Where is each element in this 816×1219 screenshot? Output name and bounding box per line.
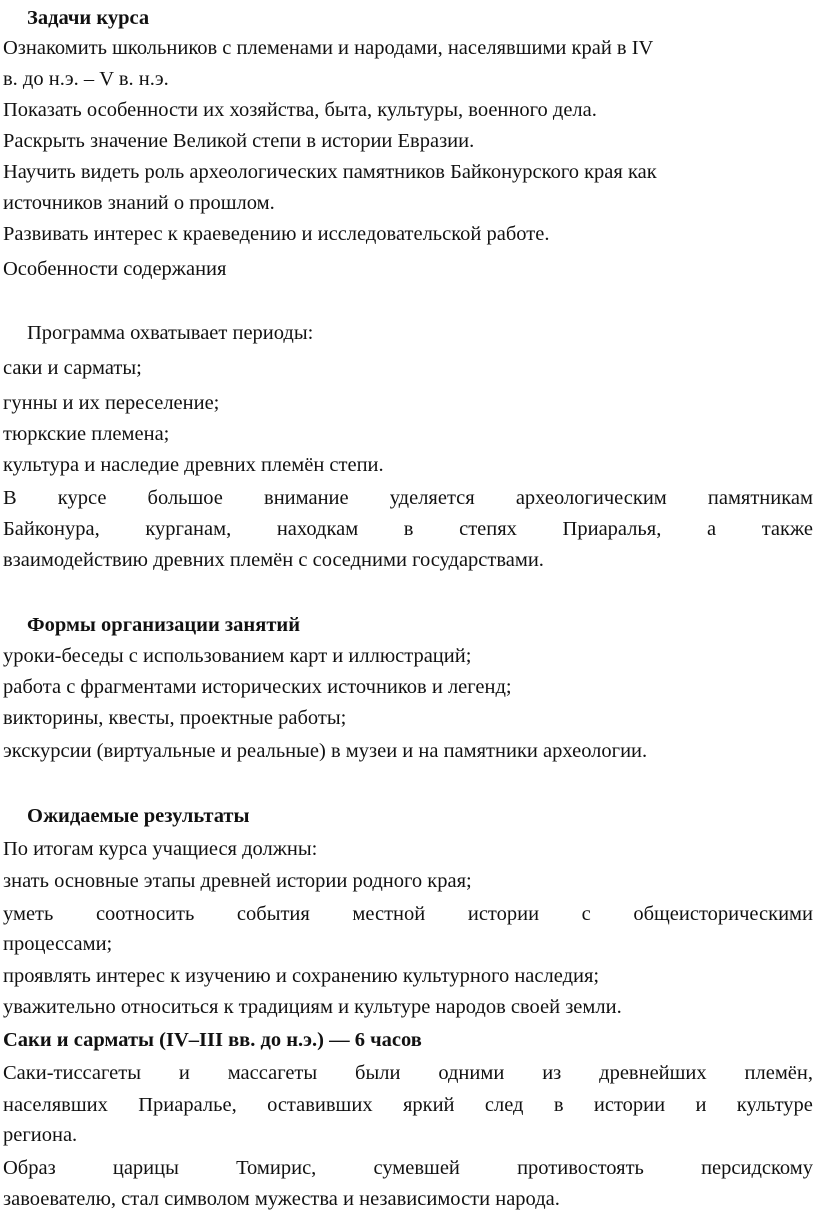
word: В xyxy=(3,487,17,509)
word: курсе xyxy=(57,487,107,509)
word: истории xyxy=(593,1094,666,1116)
word: археологическим xyxy=(515,487,667,509)
word: сумевшей xyxy=(373,1157,460,1179)
forms-item: викторины, квесты, проектные работы; xyxy=(3,707,347,729)
word: Байконура, xyxy=(3,518,100,540)
results-item-2-last: процессами; xyxy=(3,933,113,955)
content-heading: Особенности содержания xyxy=(3,258,227,280)
word: царицы xyxy=(112,1157,179,1179)
tasks-item: в. до н.э. – V в. н.э. xyxy=(3,68,169,90)
content-paragraph-last: взаимодействию древних племён с соседними государствами. xyxy=(3,549,544,571)
word: персидскому xyxy=(701,1157,813,1179)
period-item: культура и наследие древних племён степи. xyxy=(3,454,384,476)
period-item: саки и сарматы; xyxy=(3,357,142,379)
word: одними xyxy=(438,1062,505,1084)
tasks-item: Показать особенности их хозяйства, быта, культуры, военного дела. xyxy=(3,99,597,121)
results-item: уважительно относиться к традициям и культуре народов своей земли. xyxy=(3,996,622,1018)
results-item-2-line-1 xyxy=(3,899,813,929)
word: Образ xyxy=(3,1157,56,1179)
results-item: проявлять интерес к изучению и сохранению культурного наследия; xyxy=(3,965,600,987)
word: курганам, xyxy=(145,518,232,540)
saki-p1-line-2 xyxy=(3,1090,813,1120)
period-item: тюркские племена; xyxy=(3,423,170,445)
word: Приаралье, xyxy=(138,1094,237,1116)
results-item: знать основные этапы древней истории родного края; xyxy=(3,870,472,892)
tasks-item: источников знаний о прошлом. xyxy=(3,192,275,214)
word: местной xyxy=(352,903,426,925)
period-item: гунны и их переселение; xyxy=(3,392,220,414)
word: уметь xyxy=(3,903,54,925)
content-paragraph-line-2 xyxy=(3,514,813,544)
word: события xyxy=(236,903,310,925)
forms-heading: Формы организации занятий xyxy=(27,614,301,636)
word: уделяется xyxy=(389,487,475,509)
word: а xyxy=(706,518,717,540)
word: культуре xyxy=(736,1094,813,1116)
word: Приаралья, xyxy=(562,518,662,540)
word: древнейших xyxy=(599,1062,707,1084)
word: истории xyxy=(467,903,540,925)
word: и xyxy=(695,1094,707,1116)
word: из xyxy=(542,1062,562,1084)
word: соотносить xyxy=(95,903,195,925)
content-paragraph-line-1 xyxy=(3,483,813,513)
tasks-item: Развивать интерес к краеведению и исследовательской работе. xyxy=(3,223,550,245)
word: и xyxy=(178,1062,190,1084)
word: внимание xyxy=(264,487,349,509)
word: противостоять xyxy=(517,1157,644,1179)
word: большое xyxy=(147,487,223,509)
tasks-heading: Задачи курса xyxy=(27,7,150,29)
forms-item: работа с фрагментами исторических источников и легенд; xyxy=(3,676,512,698)
word: в xyxy=(553,1094,564,1116)
word: оставивших xyxy=(267,1094,373,1116)
saki-heading: Саки и сарматы (IV–III вв. до н.э.) — 6 часов xyxy=(3,1029,422,1051)
word: с xyxy=(581,903,591,925)
word: Томирис, xyxy=(236,1157,317,1179)
saki-p1-last: региона. xyxy=(3,1124,78,1146)
word: были xyxy=(355,1062,401,1084)
saki-p1-line-1 xyxy=(3,1058,813,1088)
word: в xyxy=(403,518,414,540)
forms-item: уроки-беседы с использованием карт и иллюстраций; xyxy=(3,645,472,667)
word: след xyxy=(484,1094,524,1116)
tasks-item: Научить видеть роль археологических памятников Байконурского края как xyxy=(3,161,657,183)
word: племён, xyxy=(744,1062,813,1084)
saki-p2-line-1 xyxy=(3,1153,813,1183)
word: населявших xyxy=(3,1094,108,1116)
results-heading: Ожидаемые результаты xyxy=(27,805,250,827)
word: Саки-тиссагеты xyxy=(3,1062,141,1084)
saki-p2-last: завоевателю, стал символом мужества и независимости народа. xyxy=(3,1188,560,1210)
word: общеисторическими xyxy=(633,903,813,925)
tasks-item: Раскрыть значение Великой степи в истории Евразии. xyxy=(3,130,475,152)
content-intro: Программа охватывает периоды: xyxy=(27,322,314,344)
tasks-item: Ознакомить школьников с племенами и народами, населявшими край в IV xyxy=(3,37,654,59)
forms-item: экскурсии (виртуальные и реальные) в музеи и на памятники археологии. xyxy=(3,740,648,762)
word: памятникам xyxy=(707,487,813,509)
word: степях xyxy=(459,518,517,540)
word: также xyxy=(761,518,813,540)
word: массагеты xyxy=(227,1062,318,1084)
results-intro: По итогам курса учащиеся должны: xyxy=(3,838,318,860)
word: находкам xyxy=(276,518,359,540)
word: яркий xyxy=(402,1094,455,1116)
